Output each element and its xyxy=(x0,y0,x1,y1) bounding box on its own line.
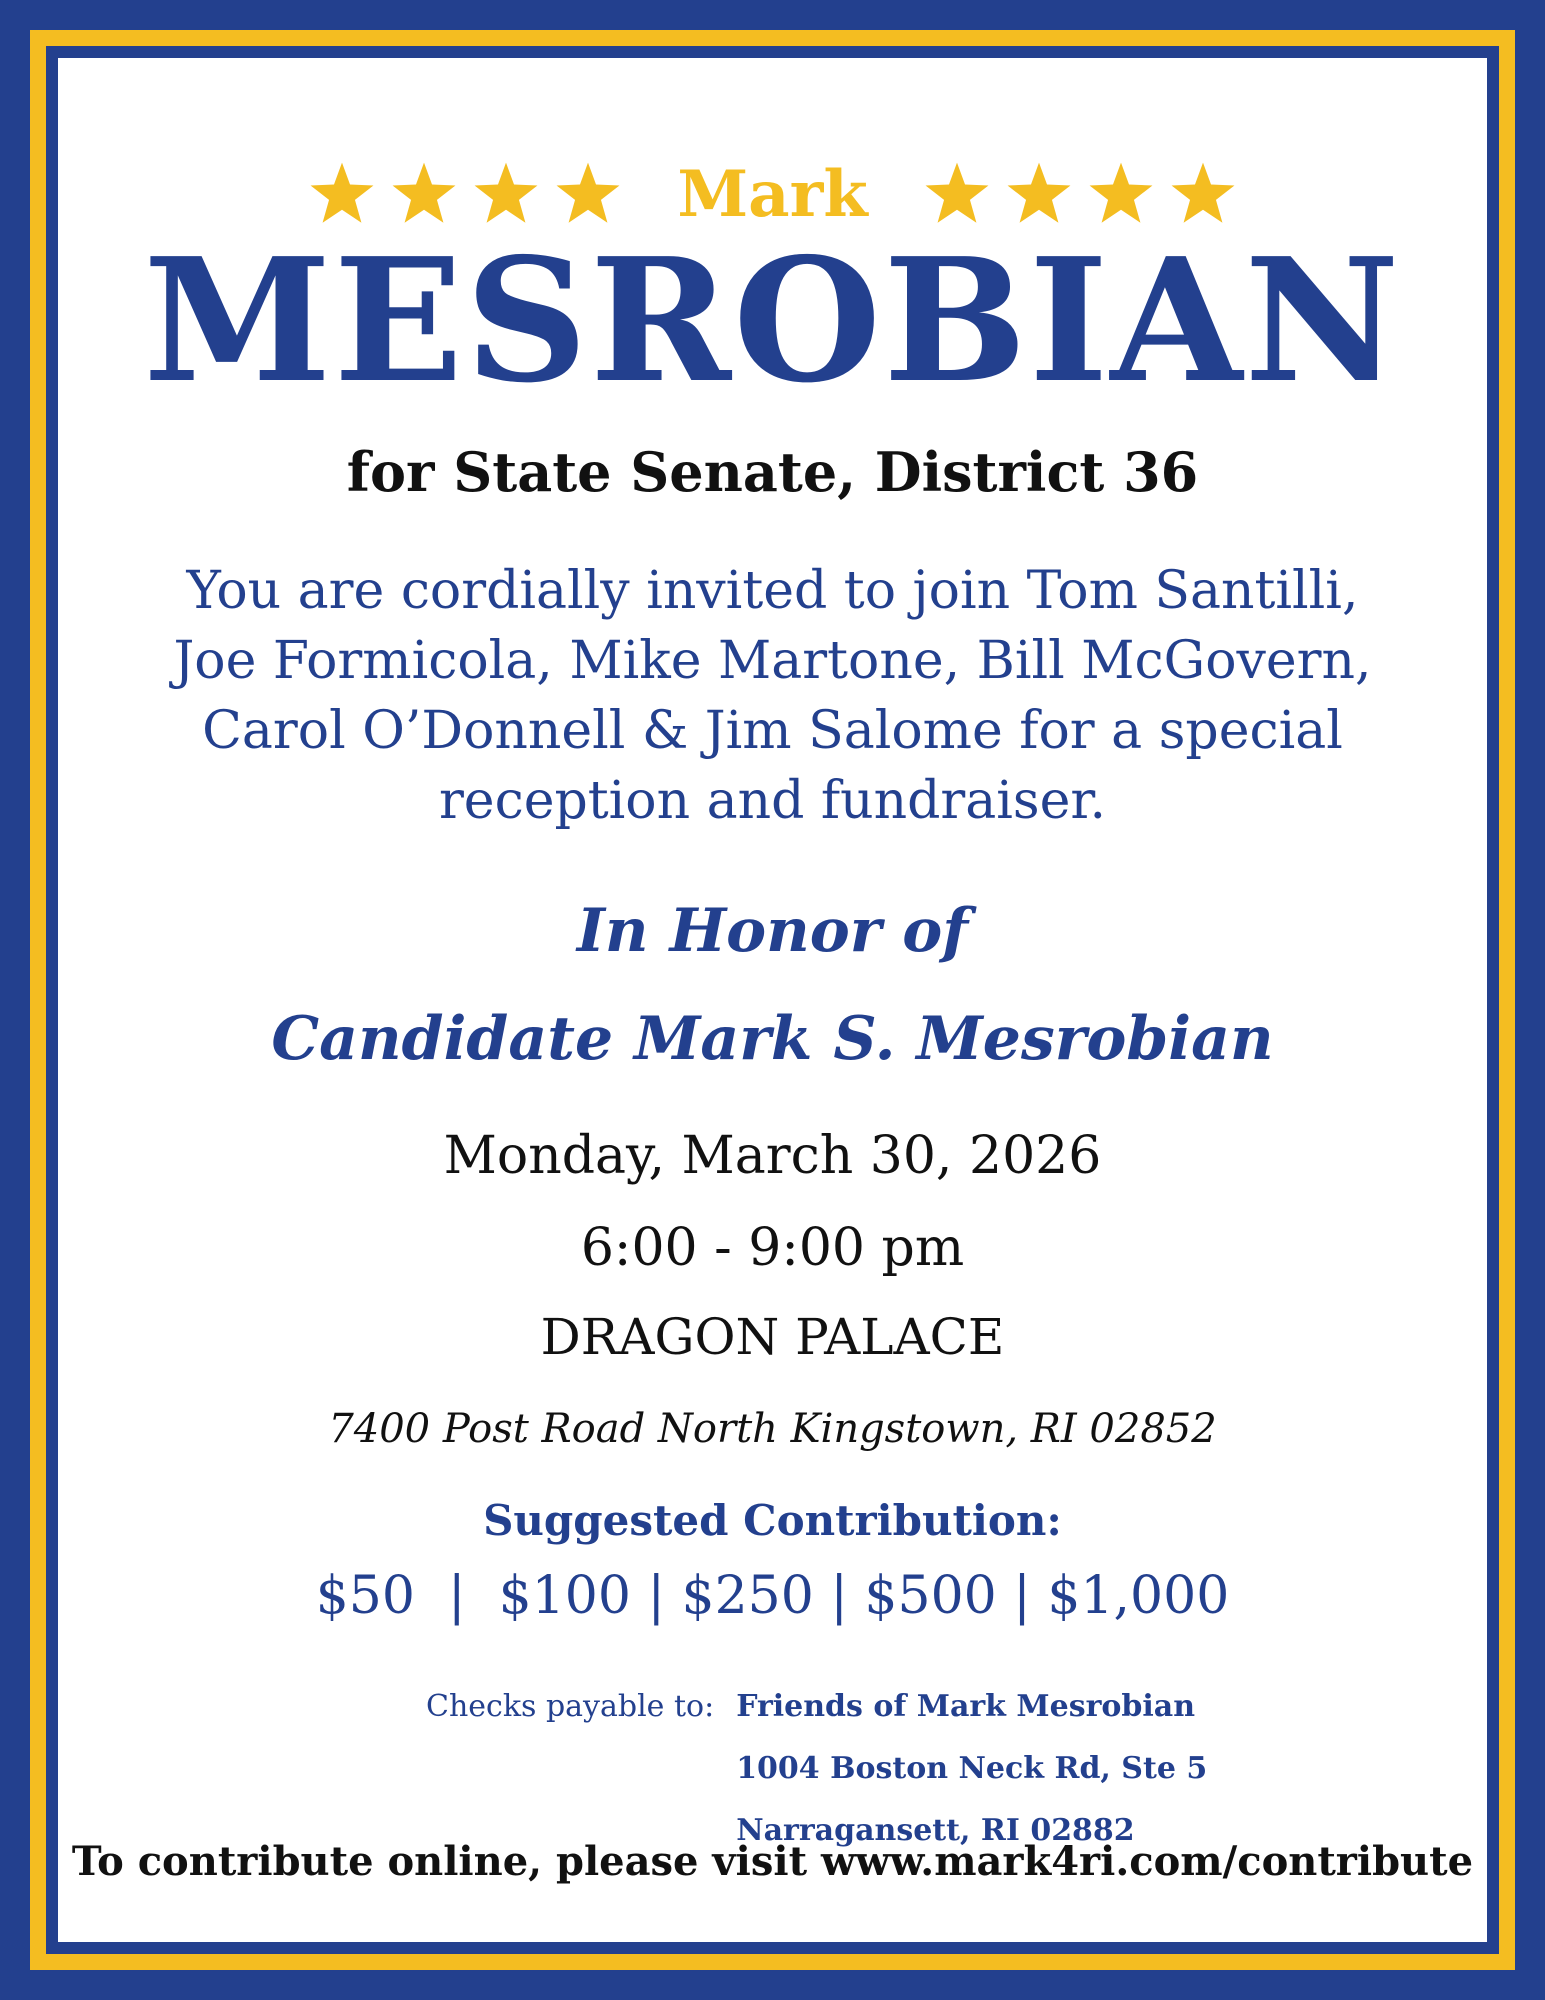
payee-address-line1: 1004 Boston Neck Rd, Ste 5 xyxy=(736,1751,1208,1786)
online-contribution-text: To contribute online, please visit www.mark4ri.com/contribute xyxy=(71,1838,1474,1885)
checks-label: Checks payable to: xyxy=(426,1689,715,1724)
honoree-name: Candidate Mark S. Mesrobian xyxy=(271,1004,1274,1074)
first-name: Mark xyxy=(677,157,868,232)
payee-name: Friends of Mark Mesrobian xyxy=(736,1689,1196,1724)
payee-address-line2: Narragansett, RI 02882 xyxy=(736,1813,1135,1848)
candidate-last-name: MESROBIAN xyxy=(143,221,1402,421)
event-date: Monday, March 30, 2026 xyxy=(443,1126,1102,1186)
invitation-text: You are cordially invited to join Tom Santilli, Joe Formicola, Mike Martone, Bill McGovern, Carol O’Donnell & Jim Salome for a special reception and fundraiser. xyxy=(173,561,1372,831)
event-venue: DRAGON PALACE xyxy=(540,1308,1005,1366)
event-address: 7400 Post Road North Kingstown, RI 02852 xyxy=(328,1406,1217,1452)
contribution-heading: Suggested Contribution: xyxy=(483,1496,1062,1545)
office-title: for State Senate, District 36 xyxy=(346,440,1199,504)
honor-heading: In Honor of xyxy=(576,896,969,966)
event-time: 6:00 - 9:00 pm xyxy=(580,1218,965,1278)
checks-payable-block xyxy=(426,1676,1207,1862)
contribution-amounts: $50 | $100 | $250 | $500 | $1,000 xyxy=(315,1566,1230,1626)
payee-block xyxy=(736,1676,1207,1862)
flyer-content xyxy=(58,58,1487,1942)
